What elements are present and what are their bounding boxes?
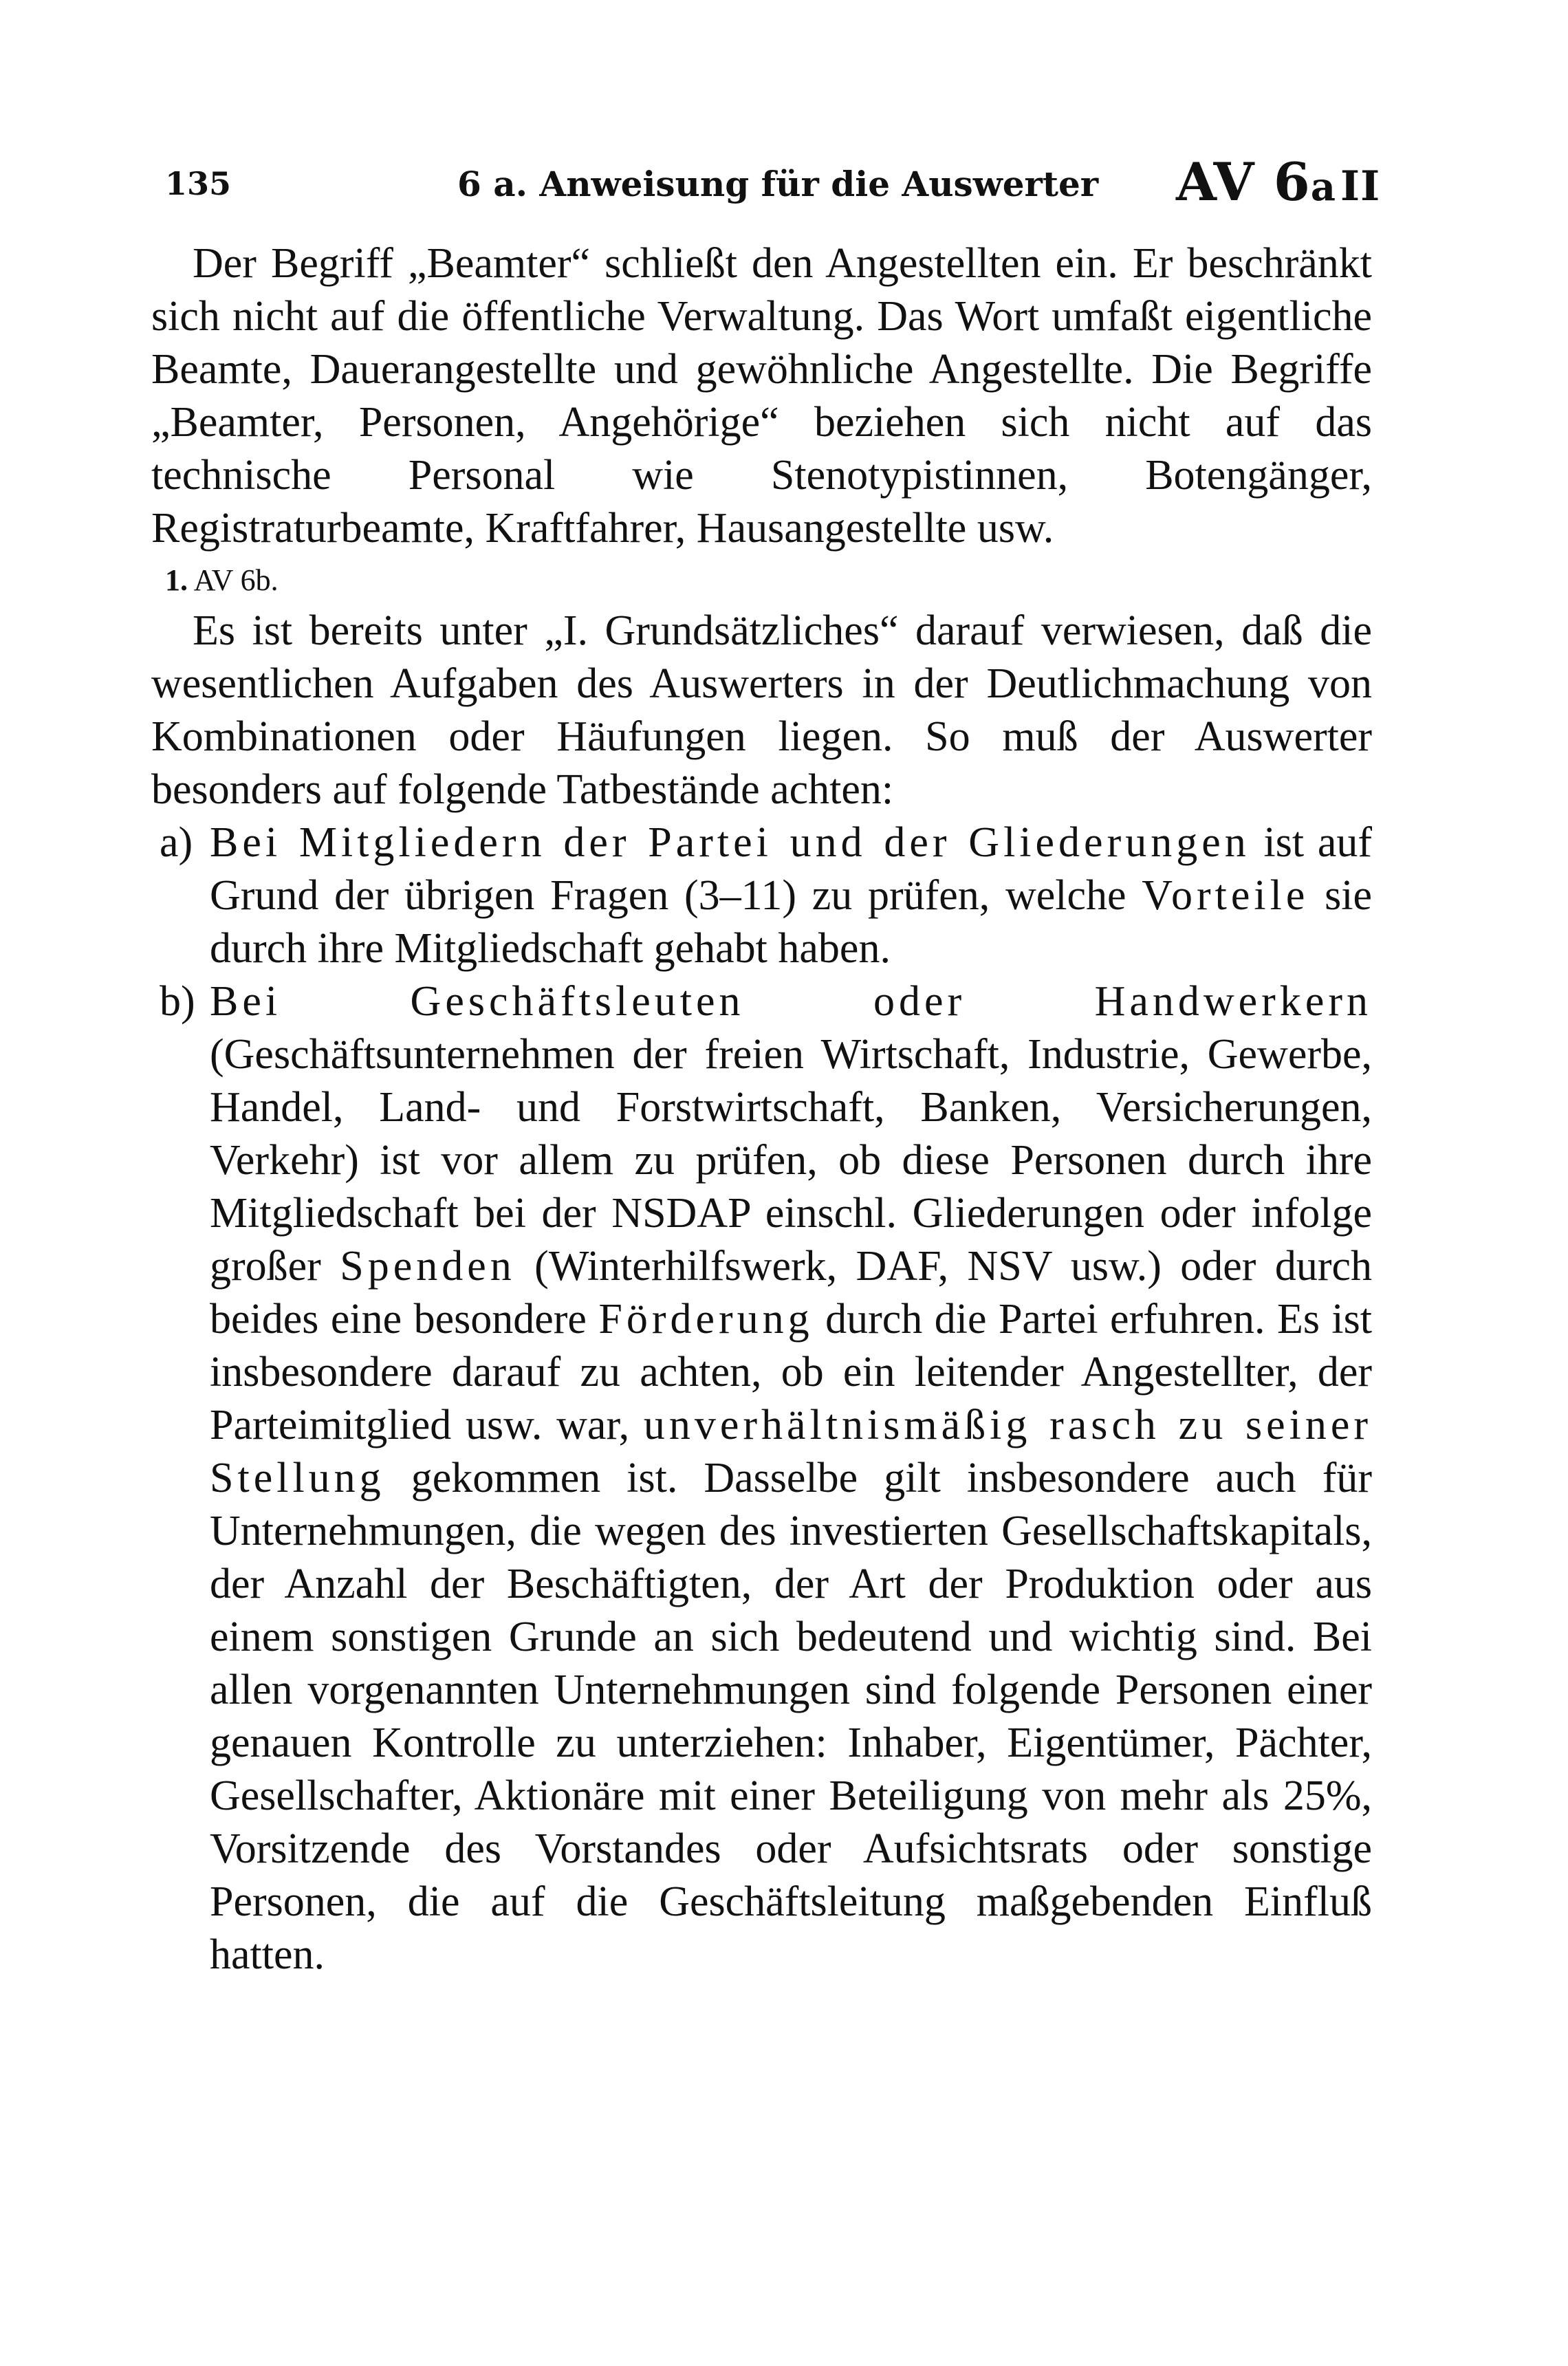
running-title: 6 a. Anweisung für die Auswerter (457, 164, 1099, 204)
item-a-text-2: sie durch ihre Mitgliedschaft gehabt haben. (210, 872, 1372, 972)
section-code-main: AV 6 (1176, 151, 1311, 213)
item-b-text-1: (Geschäftsunternehmen der freien Wirtschaft, Industrie, Gewerbe, Handel, Land- und Forstwirtschaft, Banken, Versicherungen, Verkehr) ist vor allem zu prüfen, ob diese Personen durch ihre Mitgliedschaft bei der NSDAP einschl. Gliederungen oder infolge großer (210, 1031, 1372, 1290)
item-a-emphasis-1: Bei Mitgliedern der Partei und der Gliederungen (210, 819, 1250, 866)
item-b-text-2: (Winterhilfswerk, DAF, NSV usw.) oder durch beides eine besondere (210, 1243, 1373, 1343)
item-a-text-1: ist auf Grund der übrigen Fragen (3–11) zu prüfen, welche (210, 819, 1372, 919)
section-code-suffix: a (1310, 164, 1337, 210)
item-b-text-3: durch die Partei erfuhren. Es ist insbesondere darauf zu achten, ob ein leitender Angestellter, der Parteimitglied usw. war, (210, 1296, 1372, 1448)
item-a-emphasis-2: Vorteile (1142, 872, 1309, 919)
item-b-text-4: gekommen ist. Dasselbe gilt insbesondere auch für Unternehmungen, die wegen des investierten Gesellschaftskapitals, der Anzahl der Beschäftigten, der Art der Produktion oder aus einem sonstigen Grunde an sich bedeutend und wichtig sind. Bei allen vorgenannten Unternehmungen sind folgende Personen einer genauen Kontrolle zu unterziehen: Inhaber, Eigentümer, Pächter, Gesellschafter, Aktionäre mit einer Beteiligung von mehr als 25%, Vorsitzende des Vorstandes oder Aufsichtsrats oder sonstige Personen, die auf die Geschäftsleitung maßgebenden Einfluß hatten. (210, 1455, 1372, 1978)
page-header (0, 0, 1568, 248)
note-number: 1. (165, 563, 188, 597)
paragraph-beamter-definition: Der Begriff „Beamter“ schließt den Angestellten ein. Er beschränkt sich nicht auf die öffentliche Verwaltung. Das Wort umfaßt eigentliche Beamte, Dauerangestellte und gewöhnliche Angestellte. Die Begriffe „Beamter, Personen, Angehörige“ beziehen sich nicht auf das technische Personal wie Stenotypistinnen, Botengänger, Registraturbeamte, Kraftfahrer, Hausangestellte usw. (151, 240, 1372, 552)
item-b-emphasis-2: Spenden (340, 1243, 516, 1290)
section-code-roman: II (1340, 162, 1381, 210)
item-b-emphasis-4: unverhältnismäßig rasch zu seiner Stellung (210, 1402, 1372, 1501)
note-text: AV 6b. (193, 563, 279, 597)
body-text (151, 237, 1372, 1982)
section-code (1176, 151, 1380, 213)
list-marker-a: a) (160, 819, 193, 866)
cross-reference-note (151, 556, 1372, 605)
list-marker-b: b) (160, 978, 195, 1025)
list-item-a (151, 816, 1372, 975)
item-b-emphasis-1: Bei Geschäftsleuten oder Handwerkern (210, 978, 1372, 1025)
page-number: 135 (165, 165, 232, 202)
paragraph-grundsaetzliches: Es ist bereits unter „I. Grundsätzliches“ darauf verwiesen, daß die wesentlichen Aufgaben des Auswerters in der Deutlichmachung von Kombinationen oder Häufungen liegen. So muß der Auswerter besonders auf folgende Tatbestände achten: (151, 607, 1372, 813)
item-b-emphasis-3: Förderung (598, 1296, 814, 1343)
list-item-b (151, 975, 1372, 1982)
